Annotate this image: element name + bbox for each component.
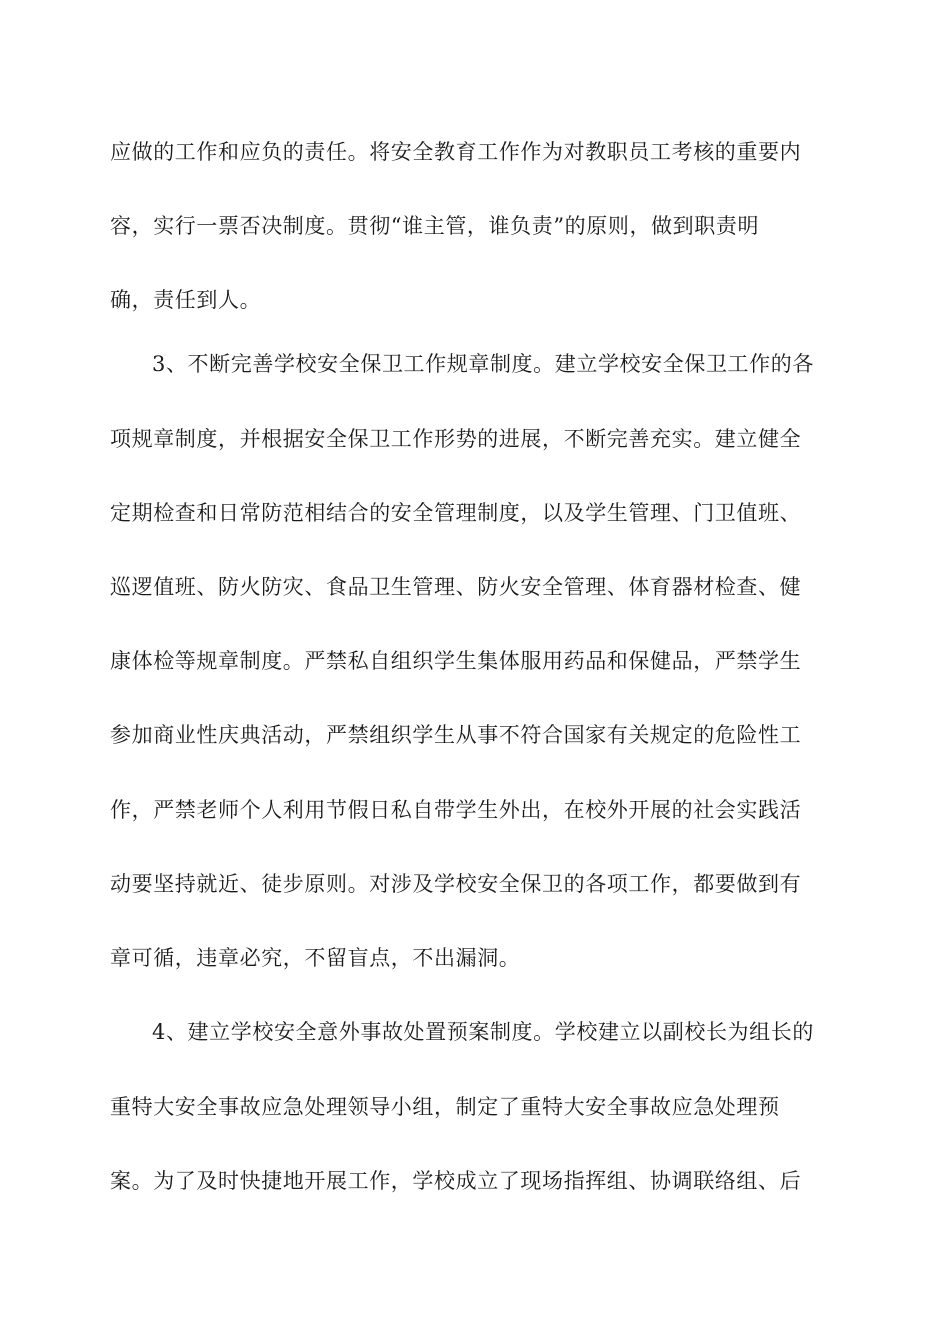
paragraph-line: 确，责任到人。	[110, 288, 262, 312]
paragraph-line: 参加商业性庆典活动，严禁组织学生从事不符合国家有关规定的危险性工	[110, 723, 802, 747]
paragraph-line: 容，实行一票否决制度。贯彻“谁主管，谁负责”的原则，做到职责明	[110, 214, 760, 238]
paragraph-line: 项规章制度，并根据安全保卫工作形势的进展，不断完善充实。建立健全	[110, 427, 802, 451]
paragraph-line: 康体检等规章制度。严禁私自组织学生集体服用药品和保健品，严禁学生	[110, 649, 802, 673]
paragraph-line: 巡逻值班、防火防灾、食品卫生管理、防火安全管理、体育器材检查、健	[110, 575, 802, 599]
paragraph-line: 3、不断完善学校安全保卫工作规章制度。建立学校安全保卫工作的各	[152, 352, 814, 376]
paragraph-line: 4、建立学校安全意外事故处置预案制度。学校建立以副校长为组长的	[152, 1020, 814, 1044]
paragraph-line: 作，严禁老师个人利用节假日私自带学生外出，在校外开展的社会实践活	[110, 798, 802, 822]
paragraph-line: 动要坚持就近、徒步原则。对涉及学校安全保卫的各项工作，都要做到有	[110, 872, 802, 896]
paragraph-line: 案。为了及时快捷地开展工作，学校成立了现场指挥组、协调联络组、后	[110, 1169, 802, 1193]
paragraph-line: 重特大安全事故应急处理领导小组，制定了重特大安全事故应急处理预	[110, 1095, 780, 1119]
paragraph-line: 定期检查和日常防范相结合的安全管理制度，以及学生管理、门卫值班、	[110, 501, 802, 525]
paragraph-line: 应做的工作和应负的责任。将安全教育工作作为对教职员工考核的重要内	[110, 140, 802, 164]
paragraph-line: 章可循，违章必究，不留盲点，不出漏洞。	[110, 946, 521, 970]
